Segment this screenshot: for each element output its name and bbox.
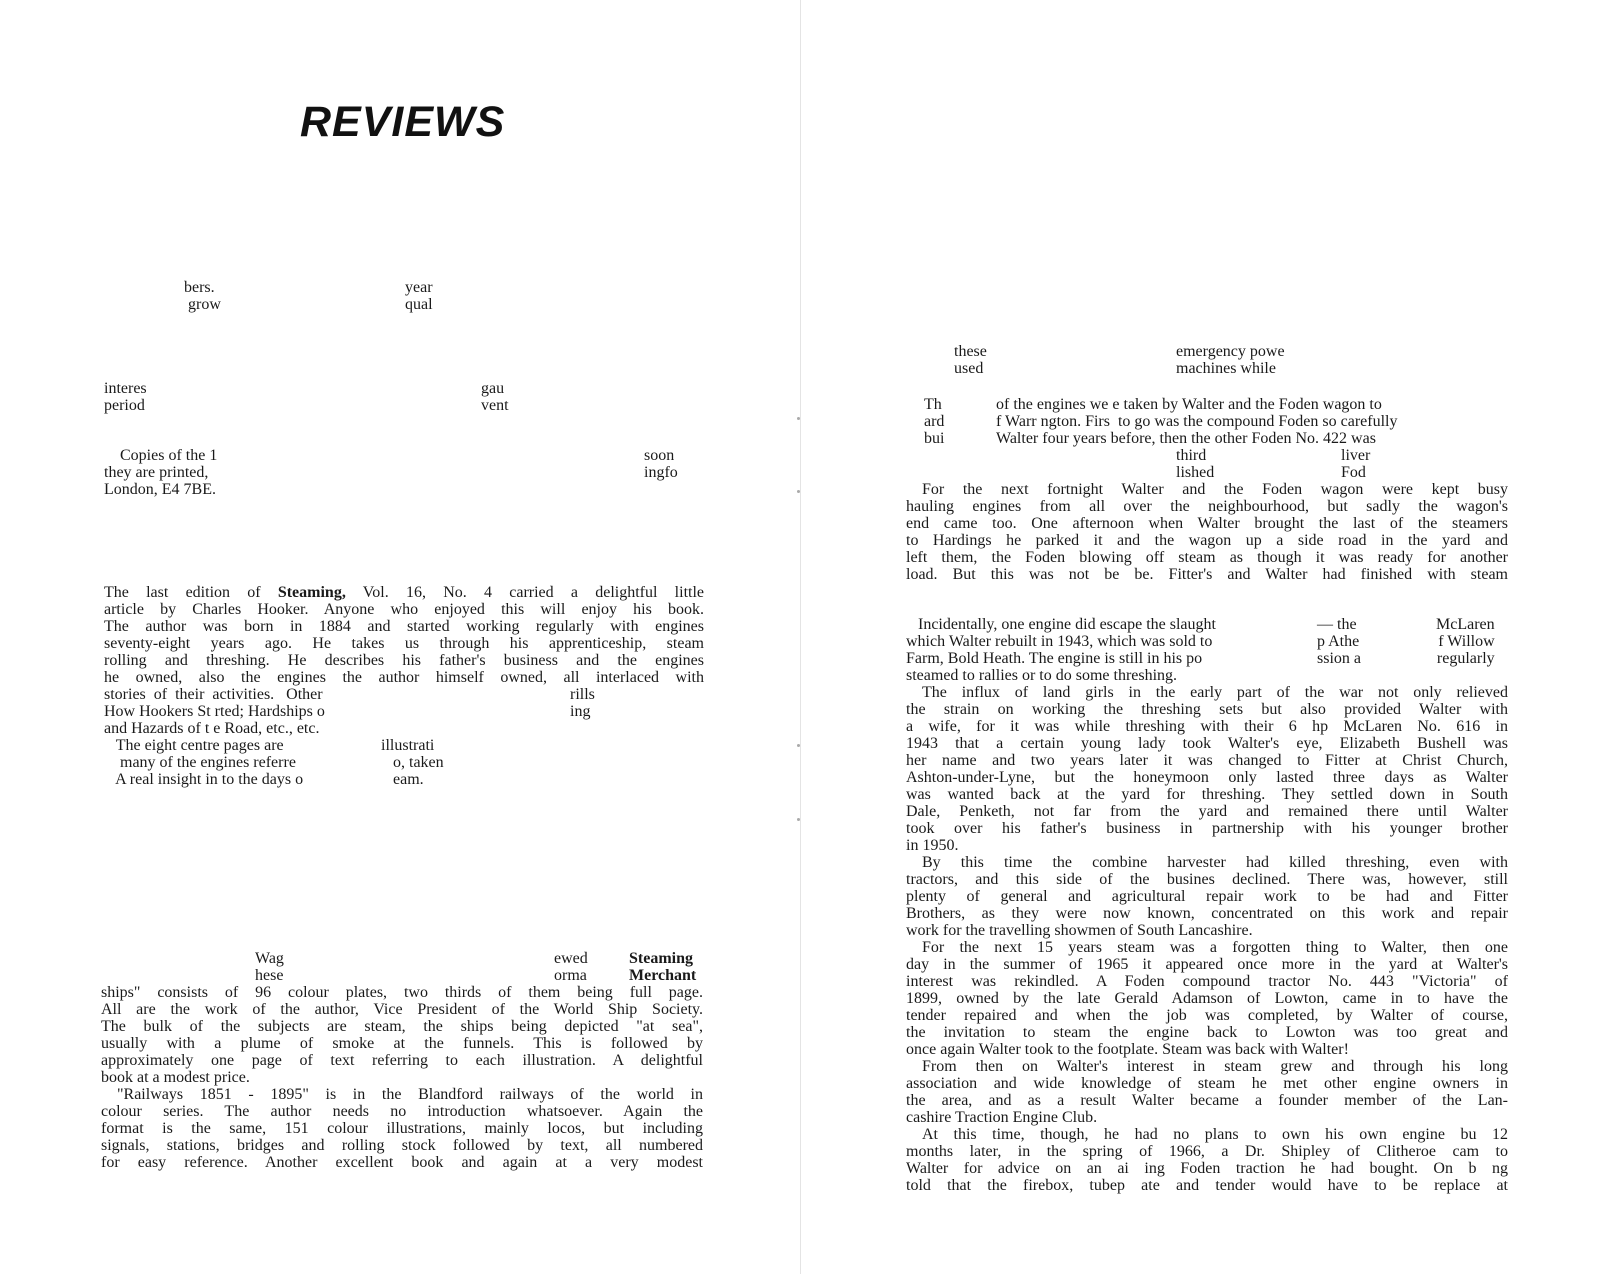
text-line: approximately one page of text referring to each illustration. A delightful xyxy=(101,1052,703,1069)
text-line: told that the firebox, tubep ate and tender would have to be replace at xyxy=(906,1177,1508,1194)
text-line: the area, and as a result Walter became a founder member of the Lan- xyxy=(906,1092,1508,1109)
text-fragment: liver Fod xyxy=(1341,447,1371,481)
article-paragraph xyxy=(906,1058,1508,1126)
text-fragment: The eight centre pages are xyxy=(104,737,284,754)
text-fragment: emergency powe machines while xyxy=(1176,343,1285,377)
text-line: plenty of general and agricultural repair work to be had and Fitter xyxy=(906,888,1508,905)
text-fragment: Wag hese xyxy=(255,950,284,984)
review-paragraph xyxy=(104,584,704,686)
text-fragment: year qual xyxy=(405,279,433,313)
text-line: Ashton-under-Lyne, but the honeymoon only lasted three days as Walter xyxy=(906,769,1508,786)
text-line: colour series. The author needs no introduction whatsoever. Again the xyxy=(101,1103,703,1120)
text-line: the strain on working the threshing sets but also provided Walter with xyxy=(906,701,1508,718)
text-fragment: third lished xyxy=(1176,447,1215,481)
text-line: The influx of land girls in the early part of the war not only relieved xyxy=(922,684,1508,701)
text-line: For the next fortnight Walter and the Foden wagon were kept busy xyxy=(922,481,1508,498)
article-paragraph xyxy=(906,1126,1508,1194)
text-line: "Railways 1851 - 1895" is in the Blandford railways of the world in xyxy=(117,1086,703,1103)
right-page xyxy=(800,0,1618,1274)
text-line: The bulk of the subjects are steam, the ships being depicted "at sea", xyxy=(101,1018,703,1035)
text-fragment: How Hookers St rted; Hardships o xyxy=(104,703,325,720)
text-line: The last edition of Steaming, Vol. 16, No. 4 carried a delightful little xyxy=(104,584,705,601)
text-line: interest was rekindled. A Foden compound tractor No. 443 "Victoria" of xyxy=(906,973,1508,990)
text-line: signals, stations, bridges and rolling stock followed by text, all numbered xyxy=(101,1137,703,1154)
scan-dot xyxy=(797,744,800,747)
text-fragment: these used xyxy=(954,343,987,377)
text-fragment: of the engines we e taken by Walter and the Foden wagon to f Warr ngton. Firs to go was the compound Foden so carefully Walter four years before, then the other Foden No. 422 was xyxy=(996,396,1398,447)
text-line: her name and two years later it was changed to Fitter at Christ Church, xyxy=(906,752,1508,769)
text-line: Dale, Penketh, not far from the yard and remained there until Walter xyxy=(906,803,1508,820)
text-line: At this time, though, he had no plans to own his own engine bu 12 xyxy=(922,1126,1508,1143)
text-line: 1899, owned by the late Gerald Adamson of Lowton, came in to have the xyxy=(906,990,1508,1007)
text-fragment: soon ingfo xyxy=(644,447,678,481)
text-line: he owned, also the engines the author himself owned, all interlaced with xyxy=(104,669,704,686)
text-fragment: Incidentally, one engine did escape the slaught which Walter rebuilt in 1943, which was sold to Farm, Bold Heath. The engine is still in his po xyxy=(906,616,1216,667)
text-fragment: stories of their activities. Other xyxy=(104,686,323,703)
text-line: to Hardings he parked it and the wagon up a side road in the yard and xyxy=(906,532,1508,549)
text-line: From then on Walter's interest in steam grew and through his long xyxy=(922,1058,1508,1075)
text-line: a wife, for it was while threshing with their 6 hp McLaren No. 616 in xyxy=(906,718,1508,735)
text-fragment: and Hazards of t e Road, etc., etc. xyxy=(104,720,320,737)
article-paragraph xyxy=(906,667,1508,684)
text-line: load. But this was not be be. Fitter's and Walter had finished with steam xyxy=(906,566,1508,583)
text-line: day in the summer of 1965 it appeared once more in the yard at Walter's xyxy=(906,956,1508,973)
text-line: book at a modest price. xyxy=(101,1069,250,1086)
text-fragment: rills xyxy=(570,686,595,703)
text-fragment: — the p Athe ssion a xyxy=(1317,616,1361,667)
scan-dot xyxy=(797,490,800,493)
text-line: steamed to rallies or to do some threshing. xyxy=(906,667,1178,684)
review-paragraph xyxy=(101,984,703,1171)
text-fragment: many of the engines referre xyxy=(104,754,296,771)
text-line: was wanted back at the yard for threshing. They settled down in South xyxy=(906,786,1508,803)
text-line: tractors, and this side of the busines declined. There was, however, still xyxy=(906,871,1508,888)
text-line: once again Walter took to the footplate. Steam was back with Walter! xyxy=(906,1041,1349,1058)
text-line: All are the work of the author, Vice President of the World Ship Society. xyxy=(101,1001,703,1018)
scan-dot xyxy=(797,417,800,420)
text-line: left them, the Foden blowing off steam as though it was ready for another xyxy=(906,549,1508,566)
text-fragment: McLaren f Willow regularly xyxy=(1436,616,1495,667)
text-line: tender repaired and when the job was completed, by Walter of course, xyxy=(906,1007,1508,1024)
text-line: seventy-eight years ago. He takes us through his apprenticeship, steam xyxy=(104,635,704,652)
scan-dot xyxy=(797,818,800,821)
text-fragment: gau vent xyxy=(481,380,509,414)
text-fragment: interes period xyxy=(104,380,147,414)
page-title: REVIEWS xyxy=(300,98,506,146)
article-paragraph xyxy=(906,481,1508,583)
text-line: By this time the combine harvester had killed threshing, even with xyxy=(922,854,1508,871)
text-line: Brothers, as they were now known, concentrated on this work and repair xyxy=(906,905,1508,922)
text-line: For the next 15 years steam was a forgotten thing to Walter, then one xyxy=(922,939,1508,956)
text-line: took over his father's business in partnership with his younger brother xyxy=(906,820,1508,837)
text-line: in 1950. xyxy=(906,837,959,854)
article-paragraph xyxy=(906,684,1508,854)
publication-title: Steaming, xyxy=(277,584,346,601)
text-line: hauling engines from all over the neighbourhood, but sadly the wagon's xyxy=(906,498,1508,515)
text-line: cashire Traction Engine Club. xyxy=(906,1109,1098,1126)
text-line: months later, in the spring of 1966, a Dr. Shipley of Clitheroe cam to xyxy=(906,1143,1508,1160)
text-line: association and wide knowledge of steam he met other engine owners in xyxy=(906,1075,1508,1092)
left-page xyxy=(0,0,800,1274)
text-fragment: illustrati xyxy=(381,737,435,754)
text-fragment: A real insight in to the days o xyxy=(104,771,304,788)
text-line: format is the same, 151 colour illustrations, mainly locos, but including xyxy=(101,1120,703,1137)
text-fragment: Th ard bui xyxy=(924,396,945,447)
text-line: the invitation to steam the engine back to Lowton was too great and xyxy=(906,1024,1508,1041)
text-line: article by Charles Hooker. Anyone who enjoyed this will enjoy his book. xyxy=(104,601,704,618)
text-fragment: bers. grow xyxy=(184,279,221,313)
text-line: 1943 that a certain young lady took Walter's eye, Elizabeth Bushell was xyxy=(906,735,1508,752)
text-line: rolling and threshing. He describes his father's business and the engines xyxy=(104,652,704,669)
text-line: work for the travelling showmen of South Lancashire. xyxy=(906,922,1253,939)
article-paragraph xyxy=(906,939,1508,1058)
text-line: for easy reference. Another excellent book and again at a very modest xyxy=(101,1154,703,1171)
text-fragment: o, taken xyxy=(393,754,444,771)
text-fragment: Copies of the 1 they are printed, London, E4 7BE. xyxy=(104,447,218,498)
text-fragment: Steaming Merchant xyxy=(629,950,697,984)
text-fragment: eam. xyxy=(393,771,424,788)
text-fragment: ewed orma xyxy=(554,950,588,984)
text-line: end came too. One afternoon when Walter brought the last of the steamers xyxy=(906,515,1508,532)
text-line: The author was born in 1884 and started working regularly with engines xyxy=(104,618,704,635)
text-line: usually with a plume of smoke at the funnels. This is followed by xyxy=(101,1035,703,1052)
text-line: ships" consists of 96 colour plates, two thirds of them being full page. xyxy=(101,984,703,1001)
text-fragment: ing xyxy=(570,703,591,720)
text-line: Walter for advice on an ai ing Foden traction he had bought. On b ng xyxy=(906,1160,1508,1177)
article-paragraph xyxy=(906,854,1508,939)
